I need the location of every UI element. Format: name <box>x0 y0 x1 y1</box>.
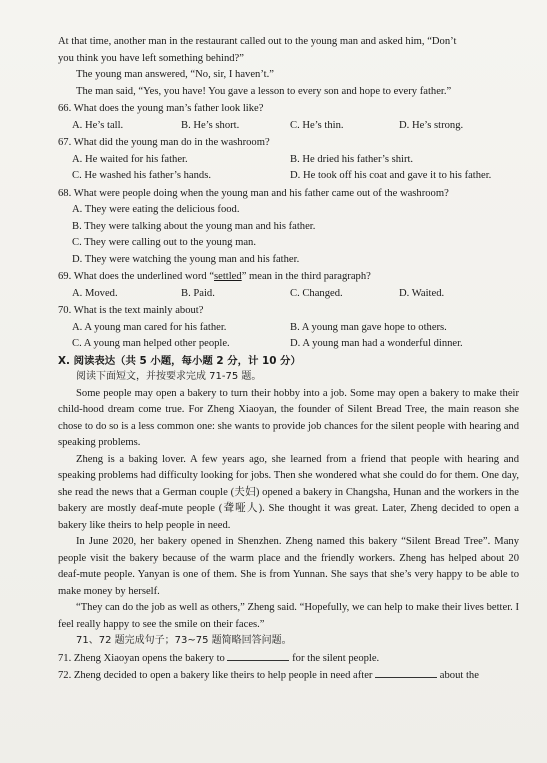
option-d[interactable]: D. A young man had a wonderful dinner. <box>290 338 463 349</box>
story-line: The man said, “Yes, you have! You gave a lesson to every son and hope to every father.” <box>76 85 452 97</box>
section-title: Ⅹ. 阅读表达（共 5 小题，每小题 2 分，计 10 分） <box>58 354 301 367</box>
option-a[interactable]: A. They were eating the delicious food. <box>72 204 240 215</box>
question-69: 69. What does the underlined word “settled” mean in the third paragraph? <box>58 271 371 282</box>
option-b[interactable]: B. He dried his father’s shirt. <box>290 153 414 165</box>
option-a[interactable]: A. He waited for his father. <box>72 153 188 165</box>
options-67-row2 <box>58 168 519 185</box>
options-70-row2 <box>58 336 519 353</box>
section-instruction: 阅读下面短文，并按要求完成 71-75 题。 <box>76 371 262 382</box>
option-c[interactable]: C. He washed his father’s hands. <box>72 170 211 181</box>
story-line: The young man answered, “No, sir, I haven’t.” <box>76 69 274 80</box>
option-c[interactable]: C. He’s thin. <box>290 119 344 131</box>
question-66: 66. What does the young man’s father look like? <box>58 103 264 114</box>
options-67-row1 <box>58 152 519 169</box>
options-66 <box>58 118 519 135</box>
question-67: 67. What did the young man do in the washroom? <box>58 137 270 148</box>
passage-paragraph-4: “They can do the job as well as others,” Zheng said. “Hopefully, we can help to make their lives better. I feel really happy to see the smile on their faces.” <box>58 602 519 630</box>
option-a[interactable]: A. A young man cared for his father. <box>72 321 227 333</box>
passage-paragraph-2: Zheng is a baking lover. A few years ago, she learned from a friend that people with hearing and speaking problems had difficulty looking for jobs. Then she wondered what she could do for them. One day, she read the news that a German couple (夫妇) opened a bakery in Changsha, Hunan and the workers in the bakery are mostly deaf-mute people (聋哑人). She thought it was great. Later, Zheng decided to open a bakery like theirs to help people in need. <box>58 453 519 531</box>
passage-paragraph-3: In June 2020, her bakery opened in Shenzhen. Zheng named this bakery “Silent Bread Tree”. Many people visit the bakery because of the warm place and the friendly workers. Zheng has helped about 20 deaf-mute people. Yanyan is one of them. She is from Yunnan. She says that she’s very happy to be able to make money by herself. <box>58 536 519 597</box>
options-70-row1 <box>58 320 519 337</box>
option-d[interactable]: D. He’s strong. <box>399 119 464 131</box>
question-70: 70. What is the text mainly about? <box>58 305 204 316</box>
question-68: 68. What were people doing when the young man and his father came out of the washroom? <box>58 187 449 199</box>
option-a[interactable]: A. He’s tall. <box>72 119 124 131</box>
story-line: you think you have left something behind?” <box>58 52 244 64</box>
story-line: At that time, another man in the restaurant called out to the young man and asked him, “Don’t <box>58 36 457 47</box>
option-b[interactable]: B. They were talking about the young man and his father. <box>72 220 316 232</box>
question-71: 71. Zheng Xiaoyan opens the bakery to for the silent people. <box>58 650 519 668</box>
option-c[interactable]: C. They were calling out to the young man. <box>72 237 256 248</box>
option-c[interactable]: C. A young man helped other people. <box>72 338 230 349</box>
options-69 <box>58 286 519 303</box>
passage-paragraph-1: Some people may open a bakery to turn their hobby into a job. Some may open a bakery to make their child-hood dream come true. For Zheng Xiaoyan, the founder of Silent Bread Tree, the main reason she chose to do so is a less common one: she wants to provide job chances for the silent people with hearing and speaking problems. <box>58 387 519 448</box>
option-b[interactable]: B. Paid. <box>181 287 215 299</box>
option-d[interactable]: D. He took off his coat and gave it to his father. <box>290 170 492 181</box>
option-c[interactable]: C. Changed. <box>290 287 343 299</box>
underlined-word: settled <box>214 271 242 282</box>
option-b[interactable]: B. He’s short. <box>181 119 240 131</box>
question-72: 72. Zheng decided to open a bakery like theirs to help people in need after about the <box>58 667 519 685</box>
option-b[interactable]: B. A young man gave hope to others. <box>290 321 447 333</box>
option-d[interactable]: D. Waited. <box>399 287 445 299</box>
option-a[interactable]: A. Moved. <box>72 287 118 299</box>
answer-blank-72[interactable] <box>375 667 437 678</box>
answer-blank-71[interactable] <box>227 650 289 661</box>
task-instruction: 71、72 题完成句子；73~75 题简略回答问题。 <box>76 635 292 646</box>
option-d[interactable]: D. They were watching the young man and his father. <box>72 253 300 265</box>
